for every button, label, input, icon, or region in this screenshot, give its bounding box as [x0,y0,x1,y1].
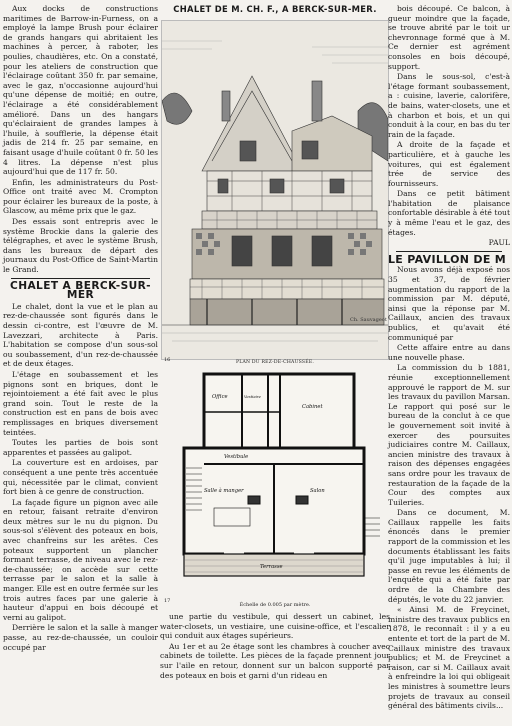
room-label: Vestiaire [244,394,261,399]
paragraph: A droite de la façade et particulière, et à gauche les voitures, qui est également trée de service des fournisseurs. [388,140,510,188]
paragraph: Derrière le salon et la salle à manger passe, au rez-de-chaussée, un couloir occupé par [3,623,158,652]
left-column [3,4,158,653]
paragraph: Aux docks de constructions maritimes de Barrow-in-Furness, on a employé la lampe Brush pour éclairer de grands hangars qui abritaient les machines à percer, à raboter, les poulies, chaudières, etc. On a constaté, pour les ateliers de construction que l'éclairage coûtant 350 fr. par semaine, avec le gaz, n'occasionne aujourd'hui qu'une dépense de moitié; en outre, l'éclairage a été considérablement amélioré. Dans un des hangars qu'éclairaient de grandes lampes à l'huile, à soufflerie, la dépense était jadis de 214 fr. 25 par semaine, en faisant usage d'huile coûtant 0 fr. 50 les 4 litres. La dépense n'est plus aujourd'hui que de 117 fr. 50. [3,4,158,177]
page-title: CHALET DE M. CH. F., A BERCK-SUR-MER. [173,4,377,14]
chalet-engraving [161,20,389,360]
paragraph: Nous avons déjà exposé nos 35 et 37, de février augmentation du rapport de la commission par M. député, ainsi que la réponse par M. Caillaux, ancien des travaux publics, et qu'avait été communiqué par [388,265,510,342]
chalet-drawing [162,21,388,359]
paragraph: Dans ce petit bâtiment l'habitation de plaisance confortable désirable à été tout y à même l'eau et le gaz, des étages. [388,189,510,237]
plan-caption: PLAN DU REZ-DE-CHAUSSÉE. [235,360,315,365]
engraver-signature: Ch. Sauvageot [350,317,387,323]
divider [11,278,150,279]
paragraph: bois découpé. Ce balcon, à gueur moindre que la façade, se trouve abrité par le toit ur chevronnage formé que à M. Ce dernier est agrément consoles en bois découpé, support. [388,4,510,71]
byline: PAUL [488,238,510,248]
paragraph: Le chalet, dont la vue et le plan au rez-de-chaussée sont figurés dans le dessin ci-contre, est l'œuvre de M. Lavezzari, architecte à Paris. L'habitation se compose d'un sous-sol ou soubassement, d'un rez-de-chaussée et de deux étages. [3,301,158,369]
scale-caption: Échelle de 0.005 par mètre. [239,602,311,608]
room-label: Office [212,394,228,400]
paragraph: Des essais sont entrepris avec le système Brockie dans la galerie des télégraphes, et avec le système Brush, dans les bureaux de départ des journaux du Post-Office de Saint-Martin le Grand. [3,217,158,275]
paragraph: une partie du vestibule, qui dessert un cabinet, les water-closets, un vestiaire, une cuisine-office, et l'escalier qui conduit aux étages supérieurs. [160,612,390,641]
paragraph: « Ainsi M. de Freycinet, ministre des travaux publics en 1878, le reconnaît : il y a eu entente et tort de la part de M. Caillaux ministre des travaux publics; et M. de Freycinet a raison, car si M. Caillaux avait à enfreindre la loi qui obligeait les ministres à soumettre leurs projets de travaux au conseil général des bâtiments civils... [388,605,510,711]
paragraph: Au 1er et au 2e étage sont les chambres à coucher avec cabinets de toilette. Les pièces de la façade prennent jour sur l'aile en retour, donnent sur un balcon supporté par des poteaux en bois et garni d'un rideau en [160,641,390,680]
paragraph: La commission du b 1881, réunie exceptionnellement approuvé le rapport de M. sur les travaux du pavillon Marsan. Le rapport qui posé sur le bureau de la conclut à ce que le gouvernement soit invité à exercer des poursuites judiciaires contre M. Caillaux, ancien ministre des travaux à raison des dépenses engagées sans ordre pour les travaux de restauration de la façade de la Cour des comptes aux Tuileries. [388,363,510,507]
figure-number: 16 [164,357,171,363]
figure-number: 17 [164,598,171,604]
room-label: Vestibule [224,454,249,460]
paragraph: Toutes les parties de bois sont apparentes et passées au galipot. [3,438,158,457]
room-label: Cabinet [302,404,323,410]
paragraph: La façade figure un pignon avec aile en retour, faisant retraite d'environ deux mètres sur le nu du pignon. Du sous-sol s'élèvent des poteaux en bois, avec chanfreins sur les arêtes. Ces poteaux supportent un plancher formant terrasse, de niveau avec le rez-de-chaussée; on accède sur cette terrasse par le salon et la salle à manger. Elle est en outre fermée sur les trois autres faces par une galerie à hauteur d'appui en bois découpé et verni au galipot. [3,497,158,622]
paragraph: Dans le sous-sol, c'est-à l'étage formant soubassement, a : cuisine, laverie, calorifère, de bains, water-closets, une et à charbon et bois, et un qui conduit à la cour, en bas du ter rain de la façade. [388,72,510,139]
paragraph: Cette affaire entre au dans une nouvelle phase. [388,343,510,362]
divider [396,251,502,252]
room-label: Salle à manger [204,488,244,494]
paragraph: La couverture est en ardoises, par conséquent a une pente très accentuée qui, nécessitée par le climat, convient fort bien à ce genre de construction. [3,458,158,497]
paragraph: Enfin, les administrateurs du Post-Office ont traité avec M. Crompton pour éclairer les bureaux de la poste, à Glascow, au même prix que le gaz. [3,177,158,216]
paragraph: Dans ce document, M. Caillaux rappelle les faits énoncés dans le premier rapport de la commission et les documents établissant les faits qu'il juge imputables à lui; il passe en revue les éléments de l'enquête qui a été faite par ordre de la Chambre des députés, le vote du 22 janvier. [388,508,510,604]
floor-plan-drawing [164,368,386,596]
floor-plan [164,368,386,596]
section-heading: LE PAVILLON DE M [388,252,507,266]
right-column [388,4,510,712]
room-label: Terrasse [260,564,283,570]
section-heading: CHALET A BERCK-SUR-MER [10,279,151,302]
paragraph: L'étage en soubassement et les pignons sont en briques, dont le rejointoiement a été fait avec le plus grand soin. Tout le reste de la construction est en pans de bois avec remplissages en briques diversement teintées. [3,369,158,437]
middle-bottom-column [160,612,390,681]
room-label: Salon [310,488,325,494]
